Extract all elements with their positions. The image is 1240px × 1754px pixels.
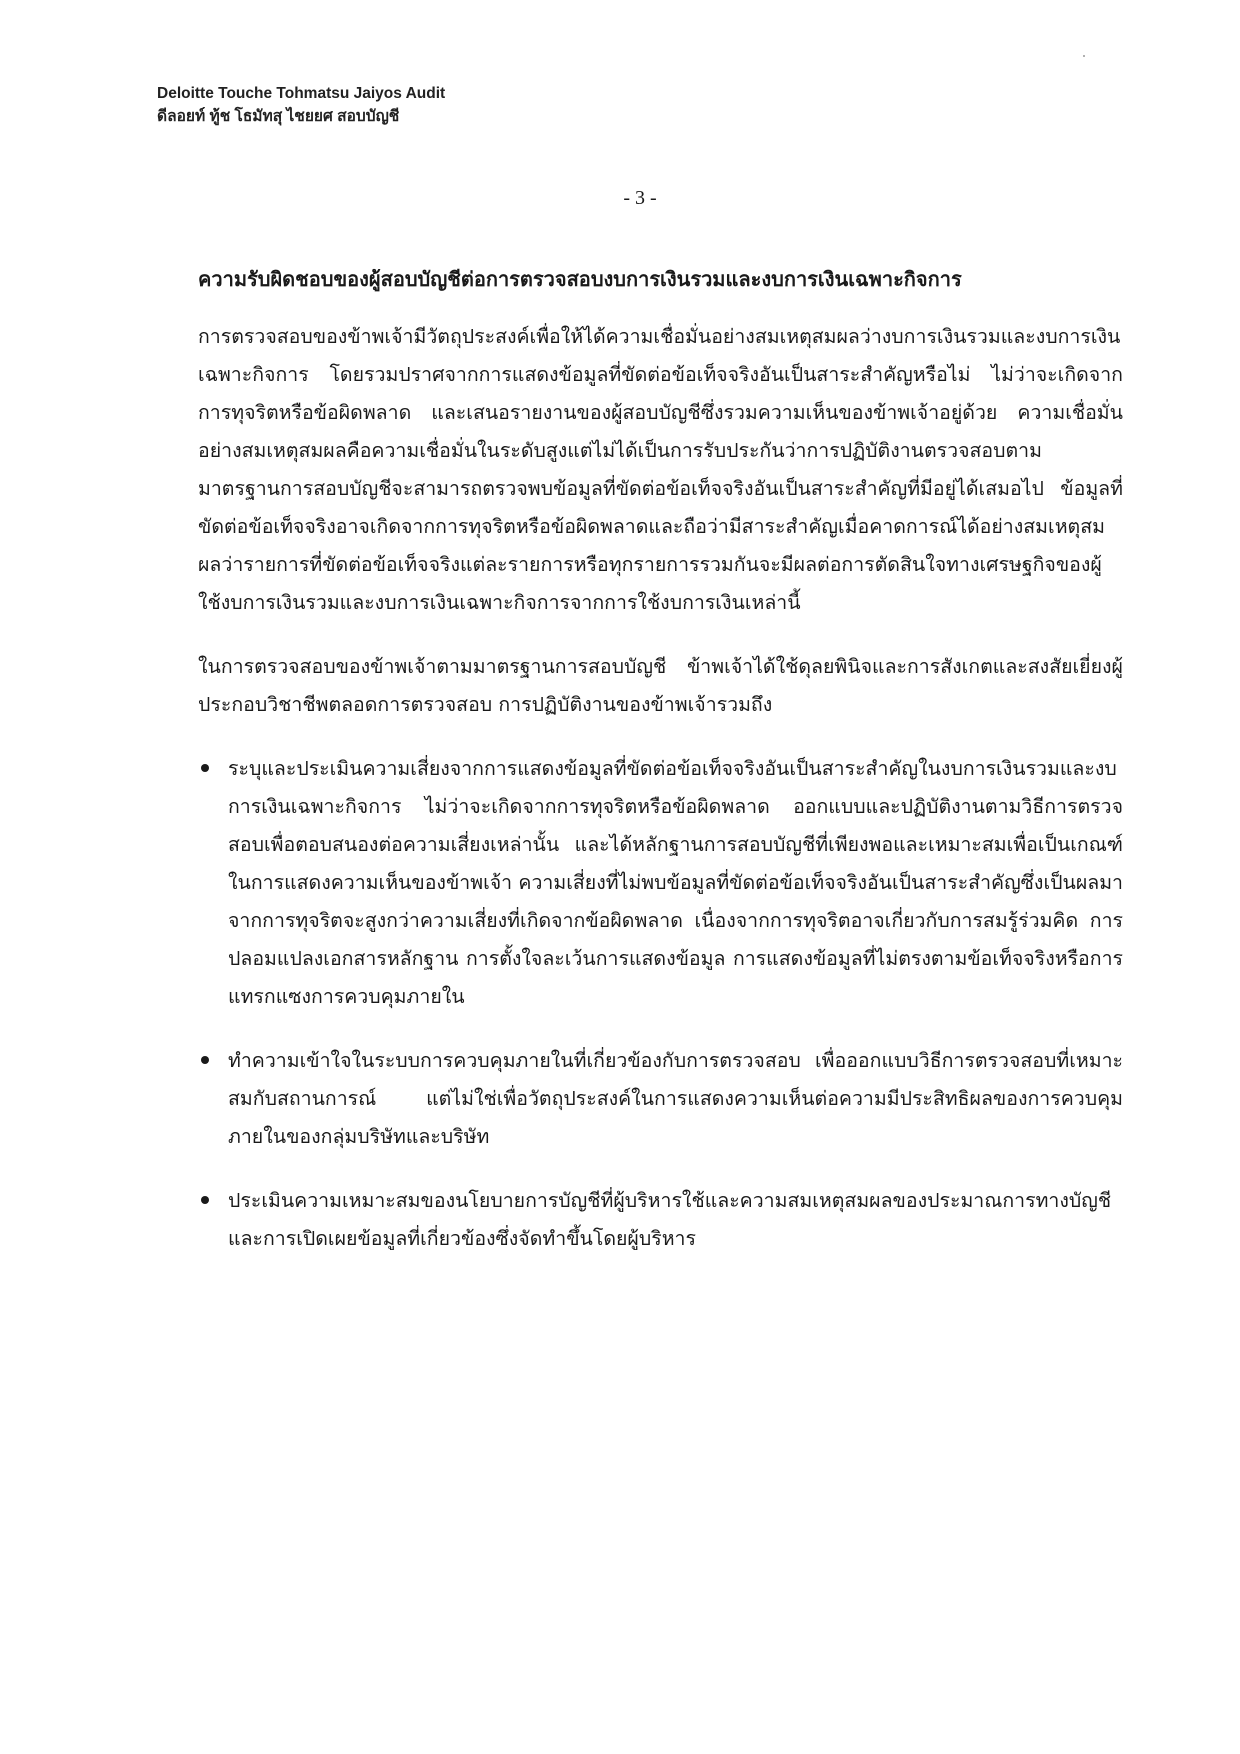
list-item bbox=[198, 1042, 1123, 1156]
report-section bbox=[198, 262, 1123, 1284]
list-item-text: ประเมินความเหมาะสมของนโยบายการบัญชีที่ผู้บริหารใช้และความสมเหตุสมผลของประมาณการทางบัญชีและการเปิดเผยข้อมูลที่เกี่ยวข้องซึ่งจัดทำขึ้นโดยผู้บริหาร bbox=[228, 1189, 1112, 1250]
page-number: - 3 - bbox=[623, 187, 657, 209]
firm-name-thai: ดีลอยท์ ทู้ช โธมัทสุ ไชยยศ สอบบัญชี bbox=[157, 108, 400, 125]
scan-speck bbox=[1083, 55, 1085, 57]
firm-header bbox=[157, 82, 445, 128]
list-item bbox=[198, 1182, 1123, 1258]
paragraph-objective: การตรวจสอบของข้าพเจ้ามีวัตถุประสงค์เพื่อให้ได้ความเชื่อมั่นอย่างสมเหตุสมผลว่างบการเงินรวมและงบการเงินเฉพาะกิจการ โดยรวมปราศจากการแสดงข้อมูลที่ขัดต่อข้อเท็จจริงอันเป็นสาระสำคัญหรือไม่ ไม่ว่าจะเกิดจากการทุจริตหรือข้อผิดพลาด และเสนอรายงานของผู้สอบบัญชีซึ่งรวมความเห็นของข้าพเจ้าอยู่ด้วย ความเชื่อมั่นอย่างสมเหตุสมผลคือความเชื่อมั่นในระดับสูงแต่ไม่ได้เป็นการรับประกันว่าการปฏิบัติงานตรวจสอบตามมาตรฐานการสอบบัญชีจะสามารถตรวจพบข้อมูลที่ขัดต่อข้อเท็จจริงอันเป็นสาระสำคัญที่มีอยู่ได้เสมอไป ข้อมูลที่ขัดต่อข้อเท็จจริงอาจเกิดจากการทุจริตหรือข้อผิดพลาดและถือว่ามีสาระสำคัญเมื่อคาดการณ์ได้อย่างสมเหตุสมผลว่ารายการที่ขัดต่อข้อเท็จจริงแต่ละรายการหรือทุกรายการรวมกันจะมีผลต่อการตัดสินใจทางเศรษฐกิจของผู้ใช้งบการเงินรวมและงบการเงินเฉพาะกิจการจากการใช้งบการเงินเหล่านี้ bbox=[198, 325, 1123, 614]
list-item bbox=[198, 750, 1123, 1016]
list-item-text: ระบุและประเมินความเสี่ยงจากการแสดงข้อมูลที่ขัดต่อข้อเท็จจริงอันเป็นสาระสำคัญในงบการเงินรวมและงบการเงินเฉพาะกิจการ ไม่ว่าจะเกิดจากการทุจริตหรือข้อผิดพลาด ออกแบบและปฏิบัติงานตามวิธีการตรวจสอบเพื่อตอบสนองต่อความเสี่ยงเหล่านั้น และได้หลักฐานการสอบบัญชีที่เพียงพอและเหมาะสมเพื่อเป็นเกณฑ์ในการแสดงความเห็นของข้าพเจ้า ความเสี่ยงที่ไม่พบข้อมูลที่ขัดต่อข้อเท็จจริงอันเป็นสาระสำคัญซึ่งเป็นผลมาจากการทุจริตจะสูงกว่าความเสี่ยงที่เกิดจากข้อผิดพลาด เนื่องจากการทุจริตอาจเกี่ยวกับการสมรู้ร่วมคิด การปลอมแปลงเอกสารหลักฐาน การตั้งใจละเว้นการแสดงข้อมูล การแสดงข้อมูลที่ไม่ตรงตามข้อเท็จจริงหรือการแทรกแซงการควบคุมภายใน bbox=[228, 757, 1123, 1008]
bullet-icon bbox=[201, 764, 209, 772]
bullet-icon bbox=[201, 1196, 209, 1204]
paragraph-procedures-intro: ในการตรวจสอบของข้าพเจ้าตามมาตรฐานการสอบบัญชี ข้าพเจ้าได้ใช้ดุลยพินิจและการสังเกตและสงสัยเยี่ยงผู้ประกอบวิชาชีพตลอดการตรวจสอบ การปฏิบัติงานของข้าพเจ้ารวมถึง bbox=[198, 655, 1123, 716]
section-heading: ความรับผิดชอบของผู้สอบบัญชีต่อการตรวจสอบงบการเงินรวมและงบการเงินเฉพาะกิจการ bbox=[198, 267, 962, 291]
firm-name-english: Deloitte Touche Tohmatsu Jaiyos Audit bbox=[157, 85, 446, 102]
list-item-text: ทำความเข้าใจในระบบการควบคุมภายในที่เกี่ยวข้องกับการตรวจสอบ เพื่อออกแบบวิธีการตรวจสอบที่เหมาะสมกับสถานการณ์ แต่ไม่ใช่เพื่อวัตถุประสงค์ในการแสดงความเห็นต่อความมีประสิทธิผลของการควบคุมภายในของกลุ่มบริษัทและบริษัท bbox=[228, 1049, 1123, 1148]
procedures-list bbox=[198, 750, 1123, 1258]
bullet-icon bbox=[201, 1056, 209, 1064]
